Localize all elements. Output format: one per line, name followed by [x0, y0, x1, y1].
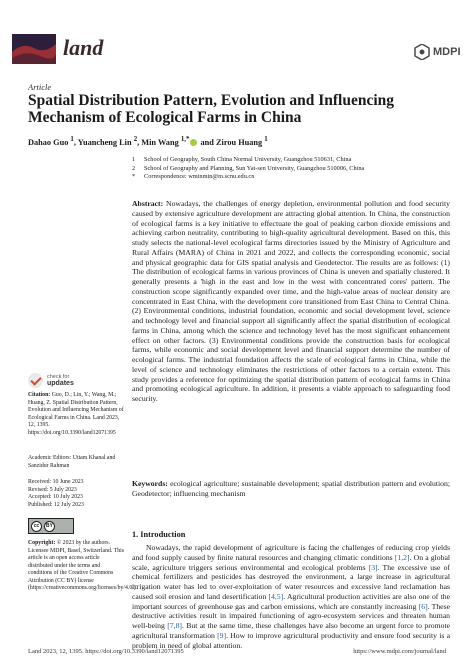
- attribution-icon: BY: [44, 521, 55, 532]
- date-row: [28, 502, 124, 510]
- date-row: [28, 494, 124, 502]
- text-run: . But at the same time, these challenges have also become an urgent force to promote agricultural transformation: [132, 621, 451, 640]
- citation-link[interactable]: [9]: [217, 630, 227, 640]
- editors-label: Academic Editors:: [28, 455, 72, 461]
- citation-link[interactable]: [7,8]: [167, 621, 182, 630]
- footer-citation[interactable]: Land 2023, 12, 1395. https://doi.org/10.3390/land12071395: [28, 648, 184, 655]
- affiliation-number: *: [132, 173, 136, 181]
- affiliation-number: 2: [132, 164, 136, 172]
- text-run: . These destructive activities result in impaired functioning of agro-ecosystem services and threaten human well-being: [132, 601, 450, 630]
- date-value: 10 July 2023: [52, 494, 83, 500]
- copyright-label: Copyright:: [28, 540, 56, 546]
- copyright-text: © 2023 by the authors. Licensee MDPI, Basel, Switzerland. This article is an open access article distributed under the terms and conditions of the Creative Commons Attribution (CC BY) license (https://creativecommons.org/licenses/by/4.0/).: [28, 540, 138, 591]
- check-updates-line2: updates: [47, 379, 74, 387]
- mdpi-icon: [414, 44, 430, 60]
- page-footer: [28, 648, 446, 655]
- journal-logo: [12, 34, 56, 64]
- section-heading: 1. Introduction: [132, 530, 186, 539]
- affiliation-number: 1: [132, 156, 136, 163]
- author-affiliation-ref: 1,*: [180, 136, 190, 143]
- date-value: 5 July 2023: [49, 486, 77, 493]
- text-run: Nowadays, the rapid development of agriculture is facing the challenges of reducing crop yields and food supply caused by finite natural resources and changing climatic conditions: [132, 543, 450, 562]
- check-updates-label: [47, 374, 74, 387]
- abstract-text: Nowadays, the challenges of energy depletion, environmental pollution and food security caused by extensive agriculture development are attracting global attention. In China, the construction of ecological farms is a key initiative to effectuate the goal of peaking carbon dioxide emissions and achieving carbon neutrality, contributing to high-quality agricultural development. Based on this, this study selects the national-level ecological farms directories issued by the Ministry of Agriculture and Rural Affairs (MARA) of China in 2021 and 2022, and collects the corresponding economic, social and physical geographic data for GIS spatial analysis and Geodetector. The results are as follows: (1) The distribution of ecological farms in various provinces of China is uneven and spatially clustered. It generally presents a 'high in the east and low in the west with concentrated cores' pattern. The construction scope significantly expanded over time, and the high-value areas of nuclear density are concentrated in East China, with the development core transitioned from East China to Central China. (2) Environmental conditions, industrial foundation, economic and social development level, science and technology level and financial support all significantly affect the spatial distribution of ecological farms in China, among which the science and technology level has the most significant enhancement effect on other factors. (3) Environmental conditions provide the construction basis for ecological farms, while economic and social development level and financial support determine the number of ecological farms. The industrial foundation affects the scale of ecological farms in China, while the level of science and technology eliminates the restrictions of other factors to a certain extent. This study provides a reference for optimizing the spatial distribution pattern of ecological farms in China and promoting ecological agriculture. In addition, it presents a viable approach to safeguarding food security.: [132, 199, 451, 403]
- cc-license-badge[interactable]: [28, 518, 74, 534]
- keywords-label: Keywords:: [132, 479, 168, 488]
- date-label: Received:: [28, 479, 52, 485]
- citation-link[interactable]: [3]: [368, 562, 378, 572]
- date-row: [28, 487, 124, 495]
- affiliation-item: [132, 165, 364, 174]
- date-row: [28, 479, 124, 487]
- footer-journal-url[interactable]: https://www.mdpi.com/journal/land: [353, 648, 446, 655]
- check-for-updates-button[interactable]: [28, 373, 74, 388]
- publisher-logo[interactable]: [414, 44, 461, 60]
- affiliation-item: [132, 156, 364, 165]
- author-name[interactable]: Zirou Huang: [215, 137, 263, 147]
- author-name[interactable]: Min Wang: [141, 137, 179, 147]
- journal-name[interactable]: land: [63, 35, 104, 60]
- author-affiliation-ref: 1: [264, 136, 268, 143]
- author-name[interactable]: Dahao Guo: [28, 137, 69, 147]
- abstract: [132, 199, 450, 404]
- author-name[interactable]: Yuancheng Lin: [77, 137, 132, 147]
- check-updates-icon: [28, 373, 43, 388]
- citation-text: Guo, D.; Lin, Y.; Wang, M.; Huang, Z. Spatial Distribution Pattern, Evolution and Influencing Mechanism of Ecological Farms in China. Land 2023, 12, 1395. https://doi.org/10.3390/land12071395: [28, 392, 124, 436]
- copyright-block: [28, 540, 138, 593]
- text-run: . On a global scale, agriculture triggers serious environmental and ecological problems: [132, 552, 450, 572]
- article-type: Article: [28, 82, 52, 92]
- date-label: Published:: [28, 501, 53, 508]
- check-updates-line1: check for: [47, 374, 70, 381]
- cc-icon: cc: [31, 521, 42, 532]
- article-title: Spatial Distribution Pattern, Evolution and Influencing Mechanism of Ecological Farms in China: [28, 92, 395, 126]
- keywords-text: ecological agriculture; sustainable development; spatial distribution pattern and evolution; Geodetector; influencing mechanism: [132, 479, 450, 498]
- affiliation-text: School of Geography and Planning, Sun Yat-sen University, Guangzhou 510006, China: [144, 164, 365, 172]
- date-label: Accepted:: [28, 494, 52, 500]
- editors-names: Uttam Khanal and Sanzidur Rahman: [28, 455, 116, 469]
- author-affiliation-ref: 2: [133, 136, 138, 143]
- correspondence: [132, 173, 364, 182]
- citation-label: Citation:: [28, 392, 51, 398]
- date-label: Revised:: [28, 486, 49, 493]
- citation-link[interactable]: [6]: [418, 601, 428, 611]
- citation-link[interactable]: [4,5]: [268, 591, 284, 601]
- citation-block: [28, 392, 124, 437]
- affiliations: [132, 156, 364, 182]
- academic-editors: [28, 455, 124, 470]
- date-value: 12 July 2023: [53, 501, 84, 508]
- text-run: . Agricultural production activities are also one of the important sources of greenhouse gas and carbon emissions, which are constantly increasing: [132, 591, 450, 611]
- citation-link[interactable]: [1,2]: [394, 552, 410, 562]
- introduction-paragraph: [132, 543, 450, 650]
- author-affiliation-ref: 1: [70, 136, 74, 143]
- correspondence-text[interactable]: Correspondence: wminmin@m.scnu.edu.cn: [144, 173, 255, 181]
- abstract-label: Abstract:: [132, 199, 164, 208]
- text-run: . How to improve agricultural productivity and ensure food security is a problem in need of global attention.: [132, 630, 450, 650]
- text-run: . The excessive use of chemical fertilizers and pesticides has destroyed the environment, a large increase in agricultural irrigation water has led to over-exploitation of water resources and excessive land reclamation has caused soil erosion and land desertification: [132, 562, 450, 601]
- publication-dates: [28, 479, 124, 509]
- author-list: Dahao Guo $^1$, Yuancheng Lin $^2$, Min Wang $^{1,*}$ and Zirou Huang $^1$: [28, 136, 268, 147]
- publisher-name: MDPI: [433, 46, 461, 58]
- affiliation-text: School of Geography, South China Normal University, Guangzhou 510631, China: [144, 156, 352, 163]
- orcid-icon[interactable]: [190, 139, 197, 146]
- keywords: [132, 479, 450, 499]
- date-value: 10 June 2023: [52, 479, 84, 485]
